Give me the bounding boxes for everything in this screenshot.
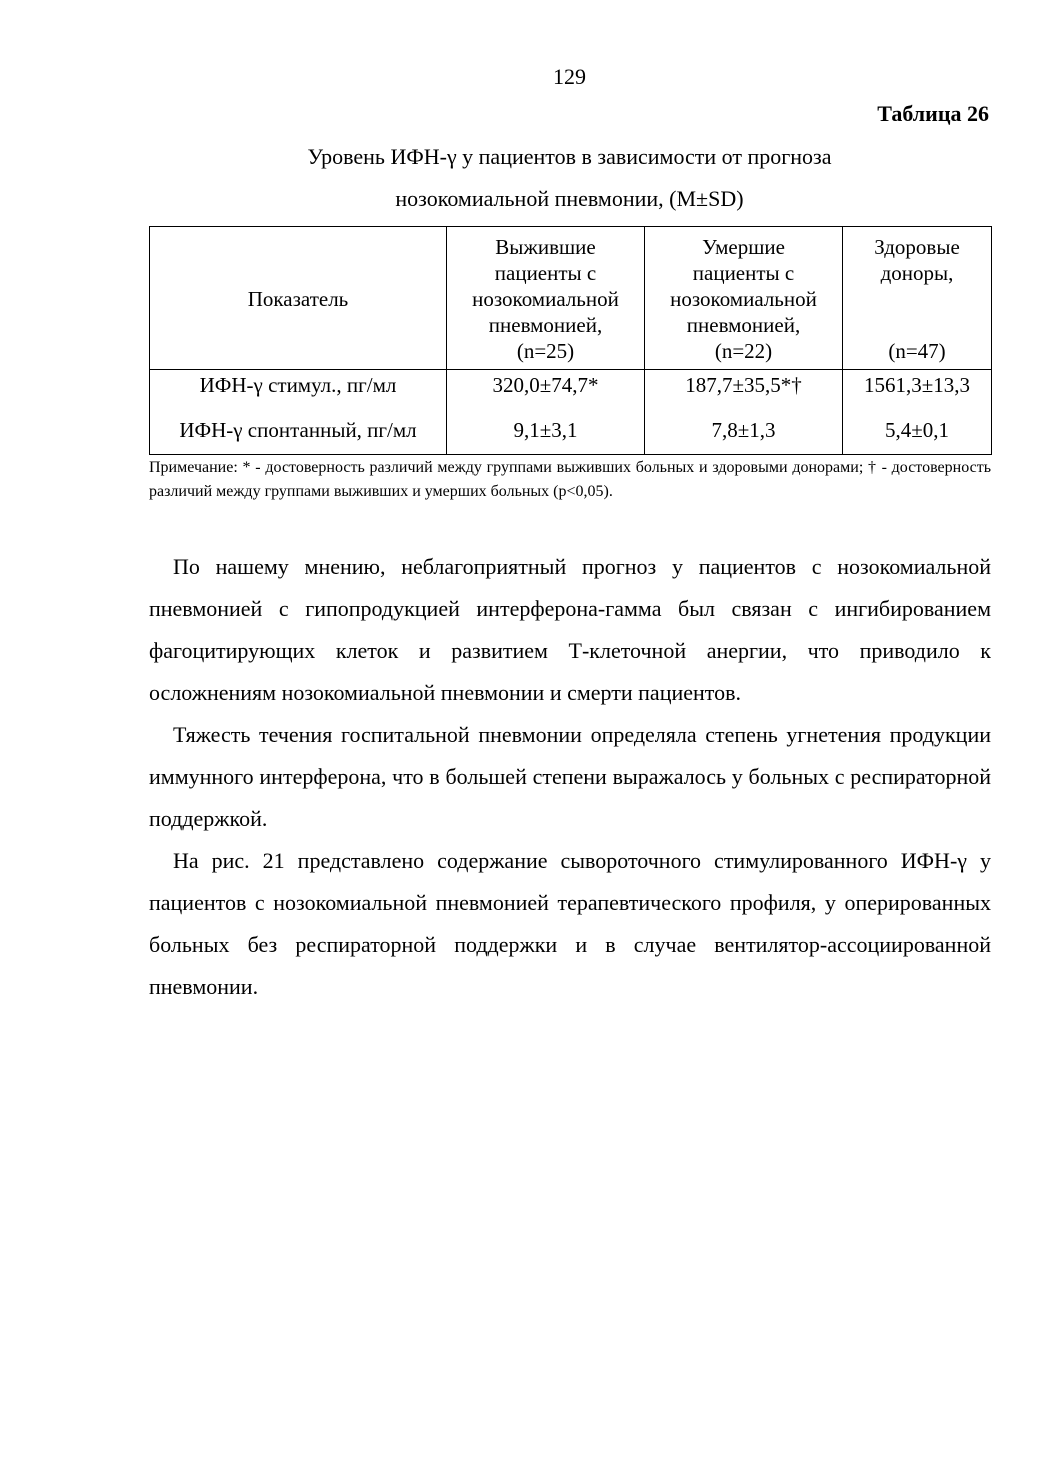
- header-line: нозокомиальной: [472, 287, 619, 311]
- header-line-blank: [847, 312, 987, 338]
- table-cell: 320,0±74,7*: [447, 370, 645, 407]
- header-healthy-donors: [843, 227, 992, 370]
- paragraph: Тяжесть течения госпитальной пневмонии определяла степень угнетения продукции иммунного интерферона, что в большей степени выражалось у больных с респираторной поддержкой.: [149, 722, 991, 831]
- paragraph: На рис. 21 представлено содержание сывороточного стимулированного ИФН-γ у пациентов с нозокомиальной пневмонией терапевтического профиля, у оперированных больных без респираторной поддержки и в случае вентилятор-ассоциированной пневмонии.: [149, 848, 991, 999]
- table-header-row: [150, 227, 992, 370]
- table-caption-line-1: Уровень ИФН-γ у пациентов в зависимости от прогноза: [307, 144, 832, 169]
- table-cell: 5,4±0,1: [843, 406, 992, 455]
- table-row: [150, 370, 992, 407]
- header-line: (n=25): [516, 339, 575, 363]
- header-line: пневмонией,: [488, 313, 603, 337]
- table-cell: 1561,3±13,3: [843, 370, 992, 407]
- table-cell: ИФН-γ стимул., пг/мл: [150, 370, 447, 407]
- header-line: Здоровые: [874, 235, 960, 259]
- header-line: пациенты с: [692, 261, 795, 285]
- header-survivors: [447, 227, 645, 370]
- paragraph: По нашему мнению, неблагоприятный прогноз у пациентов с нозокомиальной пневмонией с гипопродукцией интерферона-гамма был связан с ингибированием фагоцитирующих клеток и развитием Т-клеточной анергии, что приводило к осложнениям нозокомиальной пневмонии и смерти пациентов.: [149, 554, 991, 705]
- body-text: [149, 546, 991, 1008]
- table-cell: 9,1±3,1: [447, 406, 645, 455]
- header-line: пациенты с: [494, 261, 597, 285]
- data-table: [149, 226, 992, 455]
- header-line: Выжившие: [495, 235, 596, 259]
- header-line: (n=47): [888, 339, 946, 363]
- header-line: нозокомиальной: [670, 287, 817, 311]
- table-cell: 187,7±35,5*†: [645, 370, 843, 407]
- table-row: [150, 406, 992, 455]
- header-line: Показатель: [247, 287, 349, 311]
- header-line: доноры,: [880, 261, 954, 285]
- table-label: Таблица 26: [877, 101, 989, 126]
- header-indicator: [150, 227, 447, 370]
- header-line: пневмонией,: [686, 313, 801, 337]
- header-line: Умершие: [702, 235, 785, 259]
- header-deceased: [645, 227, 843, 370]
- page-number: 129: [553, 64, 586, 89]
- table-cell: 7,8±1,3: [645, 406, 843, 455]
- table-cell: ИФН-γ спонтанный, пг/мл: [150, 406, 447, 455]
- header-line-blank: [847, 286, 987, 312]
- table-note: Примечание: * - достоверность различий между группами выживших больных и здоровыми донорами; † - достоверность различий между группами выживших и умерших больных (р<0,05).: [149, 459, 991, 500]
- header-line: (n=22): [714, 339, 773, 363]
- table-caption-line-2: нозокомиальной пневмонии, (M±SD): [395, 186, 744, 211]
